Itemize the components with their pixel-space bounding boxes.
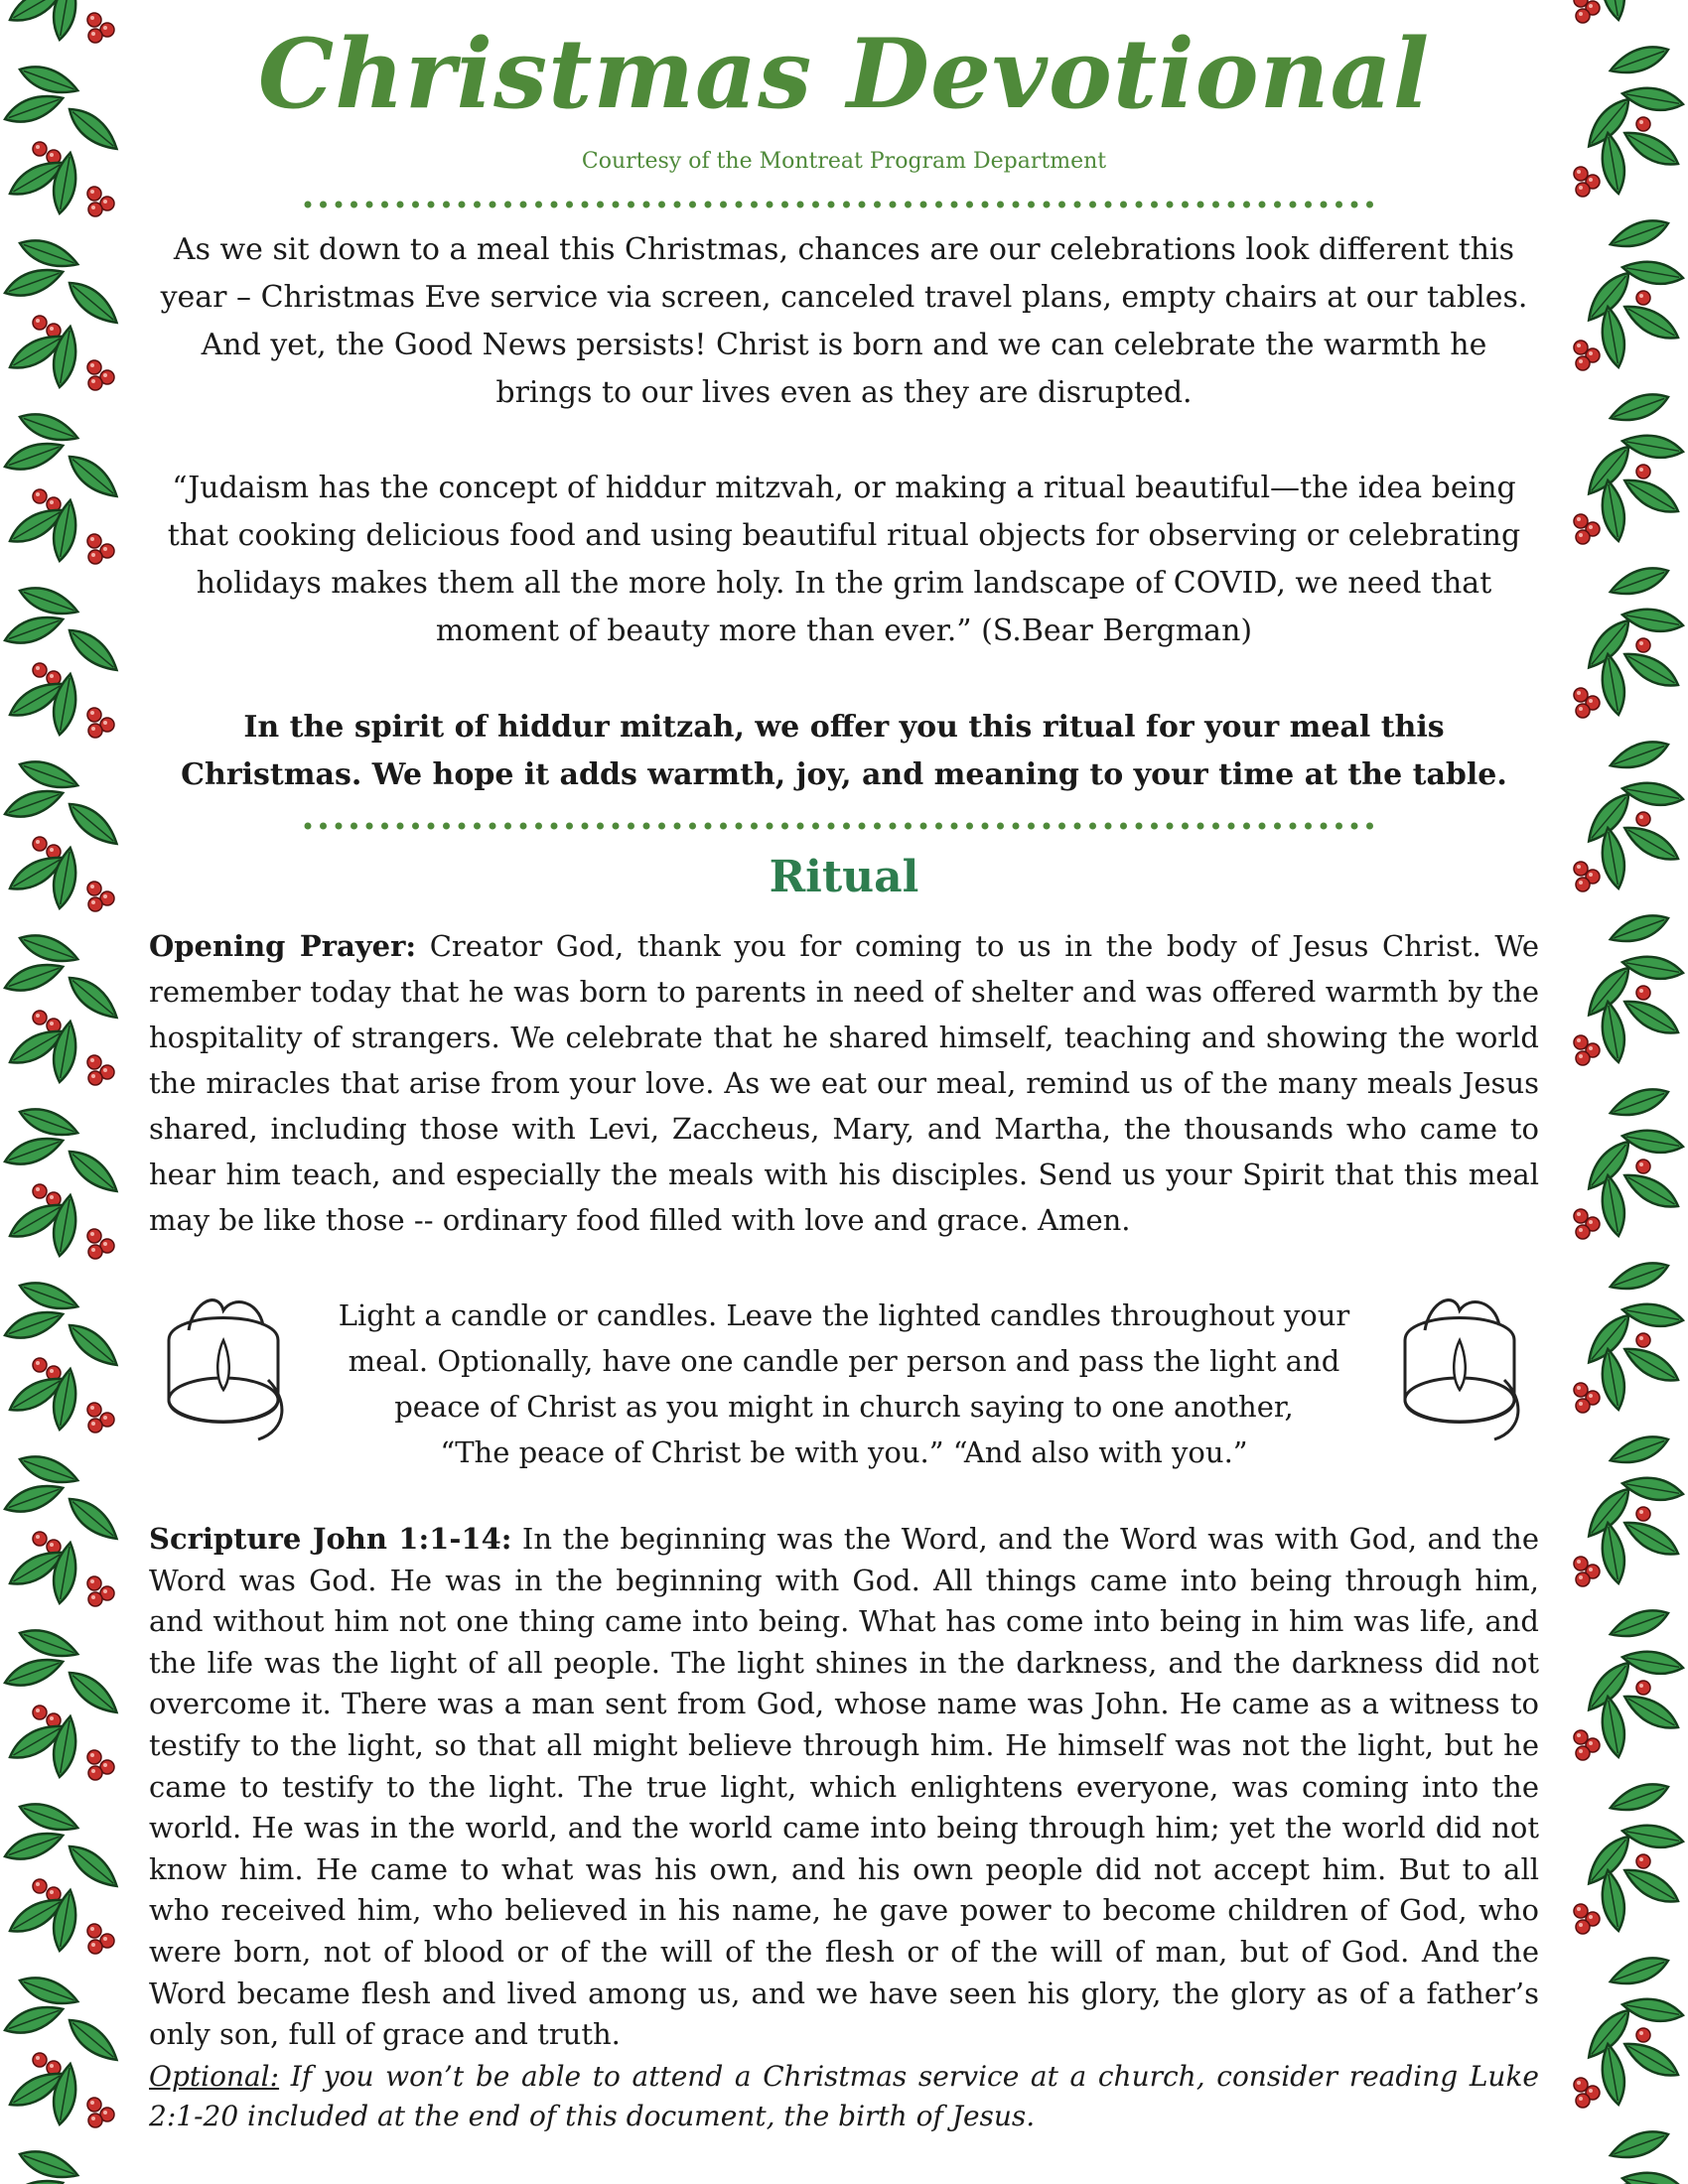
candle-peace-quote: “The peace of Christ be with you.” “And also with you.” [440,1435,1248,1469]
holly-border-right [1559,0,1688,2184]
optional-text: If you won’t be able to attend a Christmas service at a church, consider reading Luke 2:1-20 included at the end of this document, the birth of Jesus. [149,2060,1539,2132]
page-title: Christmas Devotional [257,18,1431,130]
candle-icon-left [149,1281,298,1479]
page-subtitle: Courtesy of the Montreat Program Department [581,149,1107,174]
opening-prayer [149,923,1539,1243]
offer-paragraph: In the spirit of hiddur mitzah, we offer you this ritual for your meal this Christmas. We hope it adds warmth, joy, and meaning to your time at the table. [181,710,1507,792]
candle-icon-right [1385,1281,1534,1479]
dotted-divider-bottom [303,820,1385,832]
dotted-divider-top [303,199,1385,210]
opening-prayer-text: Creator God, thank you for coming to us in the body of Jesus Christ. We remember today that he was born to parents in need of shelter and was offered warmth by the hospitality of strangers. We celebrate that he shared himself, teaching and showing the world the miracles that arise from your love. As we eat our meal, remind us of the many meals Jesus shared, including those with Levi, Zaccheus, Mary, and Martha, the thousands who came to hear him teach, and especially the meals with his disciples. Send us your Spirit that this meal may be like those -- ordinary food filled with love and grace. Amen. [149,929,1539,1237]
intro-paragraph: As we sit down to a meal this Christmas, chances are our celebrations look different this year – Christmas Eve service via screen, canceled travel plans, empty chairs at our tables. And yet, the Good News persists! Christ is born and we can celebrate the warmth he brings to our lives even as they are disrupted. [160,232,1528,410]
candle-instructions-text: Light a candle or candles. Leave the lighted candles throughout your meal. Optionally, have one candle per person and pass the light and peace of Christ as you might in church saying to one another, [338,1298,1350,1424]
ritual-heading: Ritual [769,852,919,902]
scripture-passage [149,1519,1539,2056]
quote-paragraph: “Judaism has the concept of hiddur mitzvah, or making a ritual beautiful—the idea being that cooking delicious food and using beautiful ritual objects for observing or celebrating holidays makes them all the more holy. In the grim landscape of COVID, we need that moment of beauty more than ever.” (S.Bear Bergman) [167,471,1521,648]
holly-border-left [0,0,129,2184]
optional-note [149,2057,1539,2136]
scripture-text: In the beginning was the Word, and the Word was with God, and the Word was God. He was in the beginning with God. All things came into being through him, and without him not one thing came into being. What has come into being in him was life, and the life was the light of all people. The light shines in the darkness, and the darkness did not overcome it. There was a man sent from God, whose name was John. He came as a witness to testify to the light, so that all might believe through him. He himself was not the light, but he came to testify to the light. The true light, which enlightens everyone, was coming into the world. He was in the world, and the world came into being through him; yet the world did not know him. He came to what was his own, and his own people did not accept him. But to all who received him, who believed in his name, he gave power to become children of God, who were born, not of blood or of the will of the flesh or of the will of man, but of God. And the Word became flesh and lived among us, and we have seen his glory, the glory as of a father’s only son, full of grace and truth. [149,1522,1539,2052]
scripture-label: Scripture John 1:1-14: [149,1522,512,1556]
optional-label: Optional: [149,2060,280,2093]
opening-prayer-label: Opening Prayer: [149,929,417,963]
candle-instructions [318,1293,1370,1475]
